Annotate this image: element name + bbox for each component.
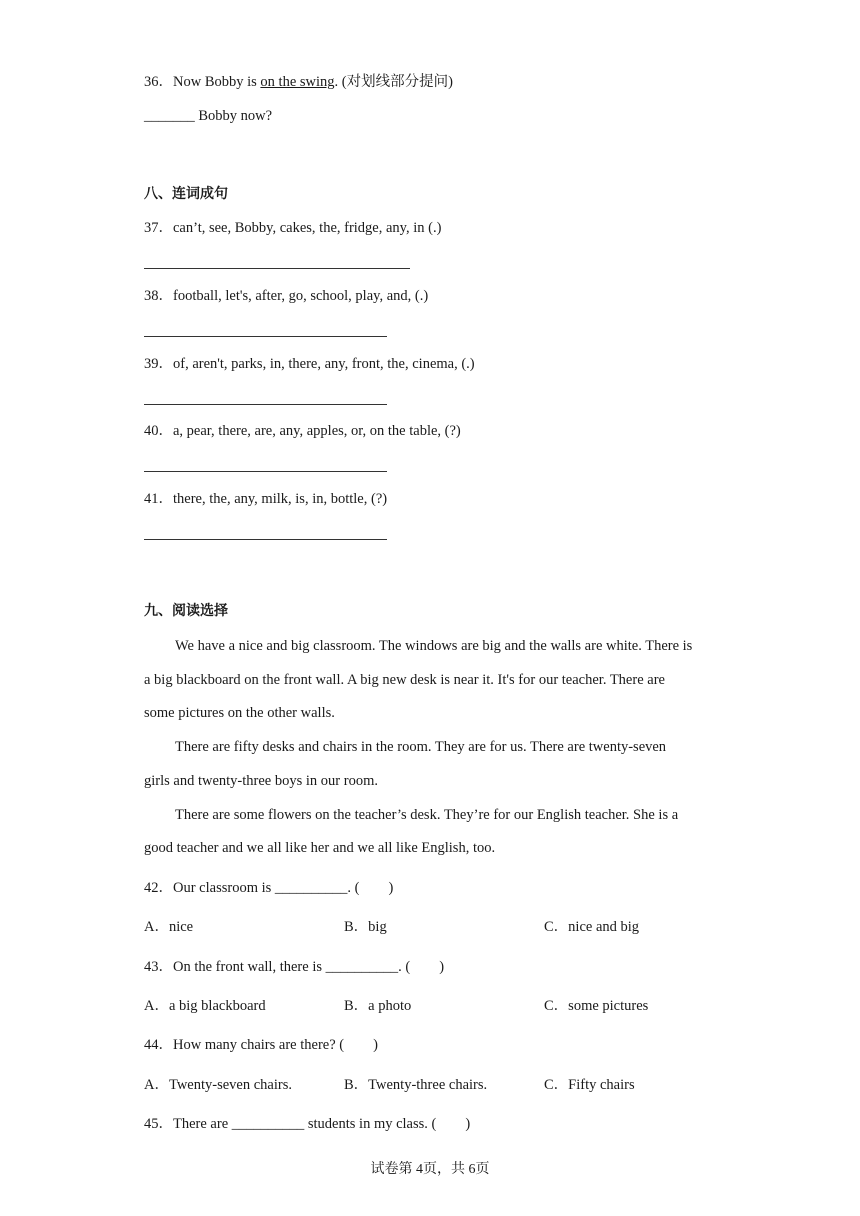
option-b[interactable]: B．Twenty-three chairs.	[344, 1077, 488, 1093]
question-number: 37．	[144, 220, 173, 236]
page-footer: 试卷第 4页，共 6页	[370, 1162, 490, 1177]
question-36-answer: _______ Bobby now?	[144, 108, 273, 124]
question-text: can’t, see, Bobby, cakes, the, fridge, any, in (.)	[173, 220, 442, 236]
section-title-8: 八、连词成句	[144, 186, 228, 202]
option-a[interactable]: A．Twenty-seven chairs.	[144, 1077, 292, 1093]
question-number: 41．	[144, 491, 173, 507]
question-text: football, let's, after, go, school, play, and, (.)	[173, 288, 429, 304]
passage-line: girls and twenty-three boys in our room.	[144, 773, 378, 789]
option-b[interactable]: B．big	[344, 919, 387, 935]
question-text: On the front wall, there is __________. ( )	[173, 959, 445, 975]
question-40	[144, 421, 461, 441]
passage-line: There are some flowers on the teacher’s desk. They’re for our English teacher. She is a	[175, 807, 679, 823]
answer-line-38[interactable]	[144, 336, 387, 337]
passage-line: a big blackboard on the front wall. A big new desk is near it. It's for our teacher. There are	[144, 672, 665, 688]
question-39	[144, 354, 475, 374]
question-text: of, aren't, parks, in, there, any, front, the, cinema, (.)	[173, 356, 475, 372]
question-number: 45．	[144, 1116, 173, 1132]
question-text: a, pear, there, are, any, apples, or, on the table, (?)	[173, 423, 461, 439]
answer-line-39[interactable]	[144, 404, 387, 405]
question-number: 36．	[144, 74, 173, 90]
option-a[interactable]: A．nice	[144, 919, 194, 935]
question-text: How many chairs are there? ( )	[173, 1037, 378, 1053]
option-c[interactable]: C．nice and big	[544, 919, 640, 935]
option-c[interactable]: C．Fifty chairs	[544, 1077, 635, 1093]
question-number: 39．	[144, 356, 173, 372]
passage-line: We have a nice and big classroom. The windows are big and the walls are white. There is	[175, 638, 693, 654]
question-number: 44．	[144, 1037, 173, 1053]
question-38	[144, 286, 428, 306]
question-37	[144, 218, 441, 238]
question-text: Our classroom is __________. ( )	[173, 880, 394, 896]
passage-line: some pictures on the other walls.	[144, 705, 335, 721]
question-number: 43．	[144, 959, 173, 975]
question-45	[144, 1114, 470, 1134]
question-text: there, the, any, milk, is, in, bottle, (?)	[173, 491, 388, 507]
option-c[interactable]: C．some pictures	[544, 998, 649, 1014]
question-instruction: . (对划线部分提问)	[334, 74, 453, 90]
answer-line-41[interactable]	[144, 539, 387, 540]
answer-line-37[interactable]	[144, 268, 410, 269]
question-41	[144, 489, 387, 509]
passage-line: good teacher and we all like her and we all like English, too.	[144, 840, 496, 856]
section-title-9: 九、阅读选择	[144, 603, 228, 619]
option-a[interactable]: A．a big blackboard	[144, 998, 266, 1014]
question-43	[144, 957, 444, 977]
passage-line: There are fifty desks and chairs in the room. They are for us. There are twenty-seven	[175, 739, 667, 755]
option-b[interactable]: B．a photo	[344, 998, 412, 1014]
question-text: There are __________ students in my class. ( )	[173, 1116, 471, 1132]
question-36	[144, 72, 453, 92]
question-number: 42．	[144, 880, 173, 896]
underlined-phrase: on the swing	[260, 74, 335, 90]
question-44	[144, 1035, 378, 1055]
answer-line-40[interactable]	[144, 471, 387, 472]
question-text: Now Bobby is	[173, 74, 261, 90]
question-number: 40．	[144, 423, 173, 439]
question-42	[144, 878, 393, 898]
question-number: 38．	[144, 288, 173, 304]
